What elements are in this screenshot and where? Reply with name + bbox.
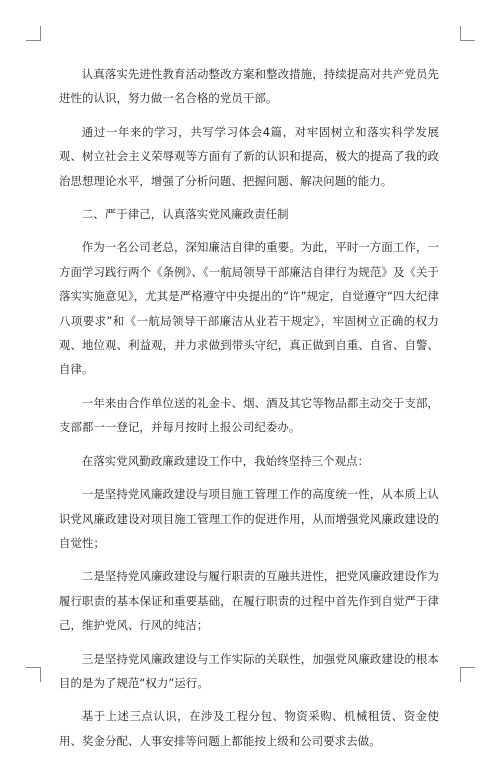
paragraph-5: 一年来由合作单位送的礼金卡、烟、酒及其它等物品都主动交于支部，支部都一一登记，并每月按时上报公司纪委办。 (59, 395, 439, 435)
paragraph-2: 通过一年来的学习，共写学习体会4篇，对牢固树立和落实科学发展观、树立社会主义荣辱观等方面有了新的认识和提高，极大的提高了我的政治思想理论水平，增强了分析问题、把握问题、解决问题的能力。 (59, 124, 439, 188)
paragraph-9: 三是坚持党风廉政建设与工作实际的关联性，加强党风廉政建设的根本目的是为了规范“权力”运行。 (59, 651, 439, 690)
crop-mark-bottom-right (460, 667, 475, 682)
paragraph-10: 基于上述三点认识，在涉及工程分包、物资采购、机械租赁、资金使用、奖金分配、人事安排等问题上都能按上级和公司要求去做。 (59, 709, 439, 748)
crop-mark-bottom-left (26, 667, 41, 682)
section-heading: 二、严于律己，认真落实党风廉政责任制 (81, 207, 289, 222)
paragraph-6: 在落实党风勤政廉政建设工作中，我始终坚持三个观点： (81, 453, 370, 468)
paragraph-1: 认真落实先进性教育活动整改方案和整改措施，持续提高对共产党员先进性的认识，努力做一名合格的党员干部。 (59, 67, 439, 106)
document-body (59, 62, 439, 762)
paragraph-7: 一是坚持党风廉政建设与项目施工管理工作的高度统一性，从本质上认识党风廉政建设对项目施工管理工作的促进作用，从而增强党风廉政建设的自觉性； (59, 487, 439, 550)
paragraph-4: 作为一名公司老总，深知廉洁自律的重要。为此，平时一方面工作，一方面学习践行两个《条例》、《一航局领导干部廉洁自律行为规范》及《关于落实实施意见》，尤其是严格遵守中央提出的“许”规定，自觉遵守“四大纪律八项要求”和《一航局领导干部廉洁从业若干规定》，牢固树立正确的权力观、地位观、利益观，并力求做到带头守纪，真正做到自重、自省、自警、自律。 (59, 240, 440, 377)
crop-mark-top-left (26, 26, 41, 41)
crop-mark-top-right (460, 26, 475, 41)
paragraph-8: 二是坚持党风廉政建设与履行职责的互融共进性，把党风廉政建设作为履行职责的基本保证和重要基础，在履行职责的过程中首先作到自觉严于律己，维护党风、行风的纯洁； (59, 569, 439, 633)
